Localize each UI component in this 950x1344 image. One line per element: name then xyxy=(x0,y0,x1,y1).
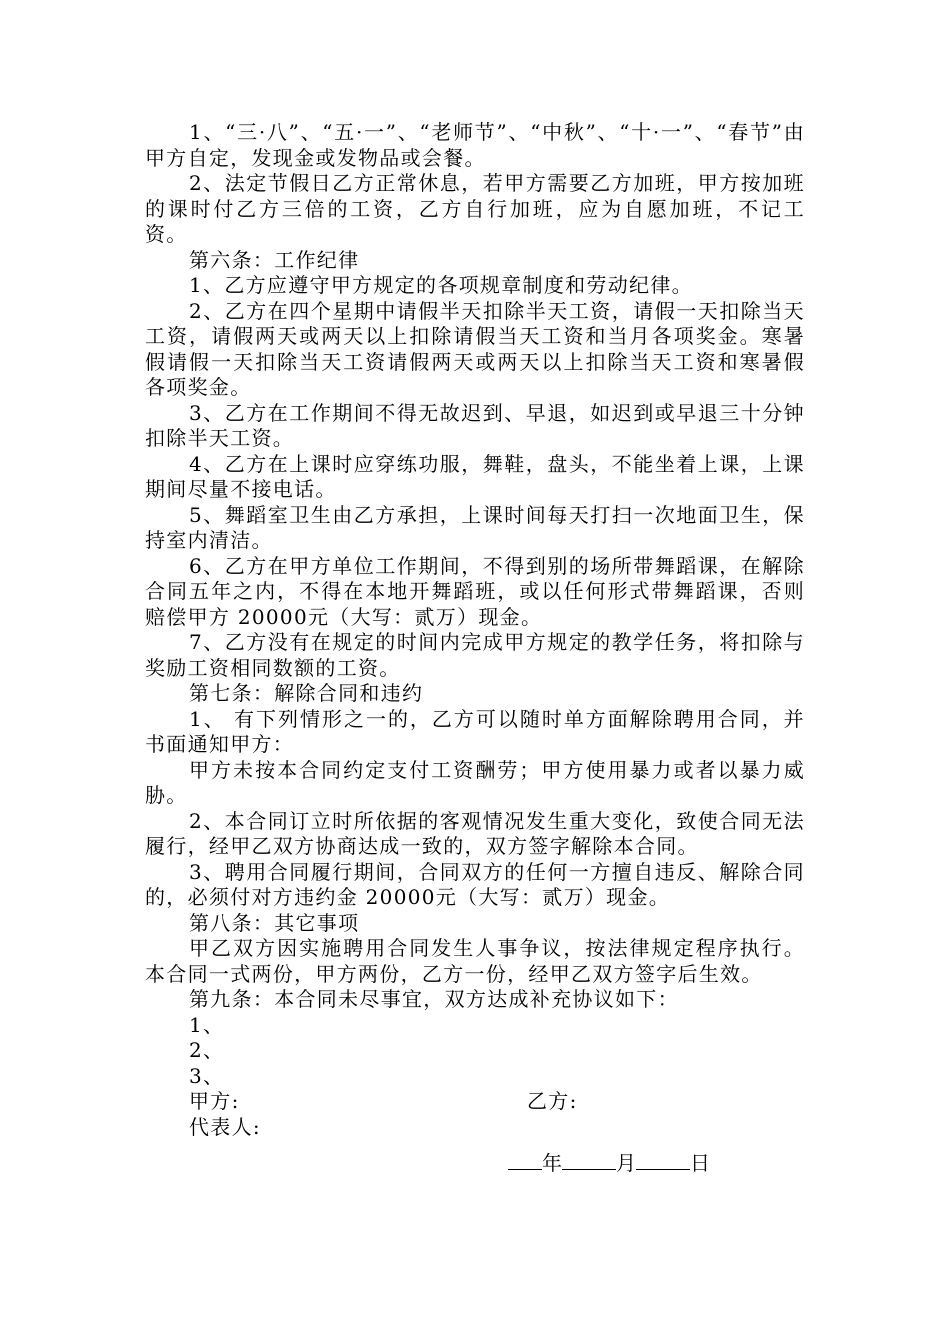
day-blank xyxy=(636,1149,690,1170)
paragraph-other-matters: 甲乙双方因实施聘用合同发生人事争议，按法律规定程序执行。本合同一式两份，甲方两份，乙方一份，经甲乙双方签字后生效。 xyxy=(145,936,805,986)
day-label: 日 xyxy=(690,1151,710,1175)
paragraph-holiday-benefits: 1、“三·八”、“五·一”、“老师节”、“中秋”、“十·一”、“春节”由甲方自定，发现金或发物品或会餐。 xyxy=(145,120,805,170)
paragraph-discipline-2: 2、乙方在四个星期中请假半天扣除半天工资，请假一天扣除当天工资，请假两天或两天以上扣除请假当天工资和当月各项奖金。寒暑假请假一天扣除当天工资请假两天或两天以上扣除当天工资和寒暑假各项奖金。 xyxy=(145,298,805,399)
paragraph-termination-conditions: 甲方未按本合同约定支付工资酬劳；甲方使用暴力或者以暴力威胁。 xyxy=(145,757,805,807)
date-line xyxy=(145,1149,805,1189)
month-blank xyxy=(562,1149,616,1170)
signature-row xyxy=(145,1089,805,1115)
paragraph-termination-1: 1、 有下列情形之一的，乙方可以随时单方面解除聘用合同，并书面通知甲方： xyxy=(145,706,805,756)
paragraph-discipline-1: 1、乙方应遵守甲方规定的各项规章制度和劳动纪律。 xyxy=(189,273,693,297)
paragraph-discipline-5: 5、舞蹈室卫生由乙方承担，上课时间每天打扫一次地面卫生，保持室内清洁。 xyxy=(145,502,805,552)
supplementary-item-2: 2、 xyxy=(189,1038,225,1062)
month-label: 月 xyxy=(616,1151,636,1175)
party-a-label: 甲方: xyxy=(189,1089,240,1113)
section-heading-supplementary: 第九条：本合同未尽事宜，双方达成补充协议如下： xyxy=(189,987,679,1011)
paragraph-termination-3: 3、聘用合同履行期间，合同双方的任何一方擅自违反、解除合同的，必须付对方违约金 20000元（大写：贰万）现金。 xyxy=(145,859,805,909)
paragraph-discipline-7: 7、乙方没有在规定的时间内完成甲方规定的教学任务，将扣除与奖励工资相同数额的工资。 xyxy=(145,630,805,680)
section-heading-termination: 第七条：解除合同和违约 xyxy=(189,681,424,705)
party-b-label: 乙方: xyxy=(527,1089,578,1113)
paragraph-overtime: 2、法定节假日乙方正常休息，若甲方需要乙方加班，甲方按加班的课时付乙方三倍的工资，乙方自行加班，应为自愿加班，不记工资。 xyxy=(145,171,805,246)
representative-label: 代表人: xyxy=(189,1115,261,1139)
paragraph-discipline-6: 6、乙方在甲方单位工作期间，不得到别的场所带舞蹈课，在解除合同五年之内，不得在本地开舞蹈班，或以任何形式带舞蹈课，否则赔偿甲方 20000元（大写：贰万）现金。 xyxy=(145,553,805,629)
paragraph-termination-2: 2、本合同订立时所依据的客观情况发生重大变化，致使合同无法履行，经甲乙双方协商达成一致的，双方签字解除本合同。 xyxy=(145,808,805,858)
year-blank xyxy=(508,1149,542,1170)
representative-row xyxy=(145,1115,805,1141)
section-heading-other-matters: 第八条：其它事项 xyxy=(189,910,360,935)
section-heading-work-discipline: 第六条：工作纪律 xyxy=(189,247,360,272)
supplementary-item-3: 3、 xyxy=(189,1063,225,1088)
paragraph-discipline-4: 4、乙方在上课时应穿练功服，舞鞋，盘头，不能坐着上课，上课期间尽量不接电话。 xyxy=(145,451,805,501)
contract-page xyxy=(145,120,805,1189)
year-label: 年 xyxy=(542,1151,562,1175)
supplementary-item-1: 1、 xyxy=(189,1012,225,1037)
paragraph-discipline-3: 3、乙方在工作期间不得无故迟到、早退，如迟到或早退三十分钟扣除半天工资。 xyxy=(145,400,805,450)
